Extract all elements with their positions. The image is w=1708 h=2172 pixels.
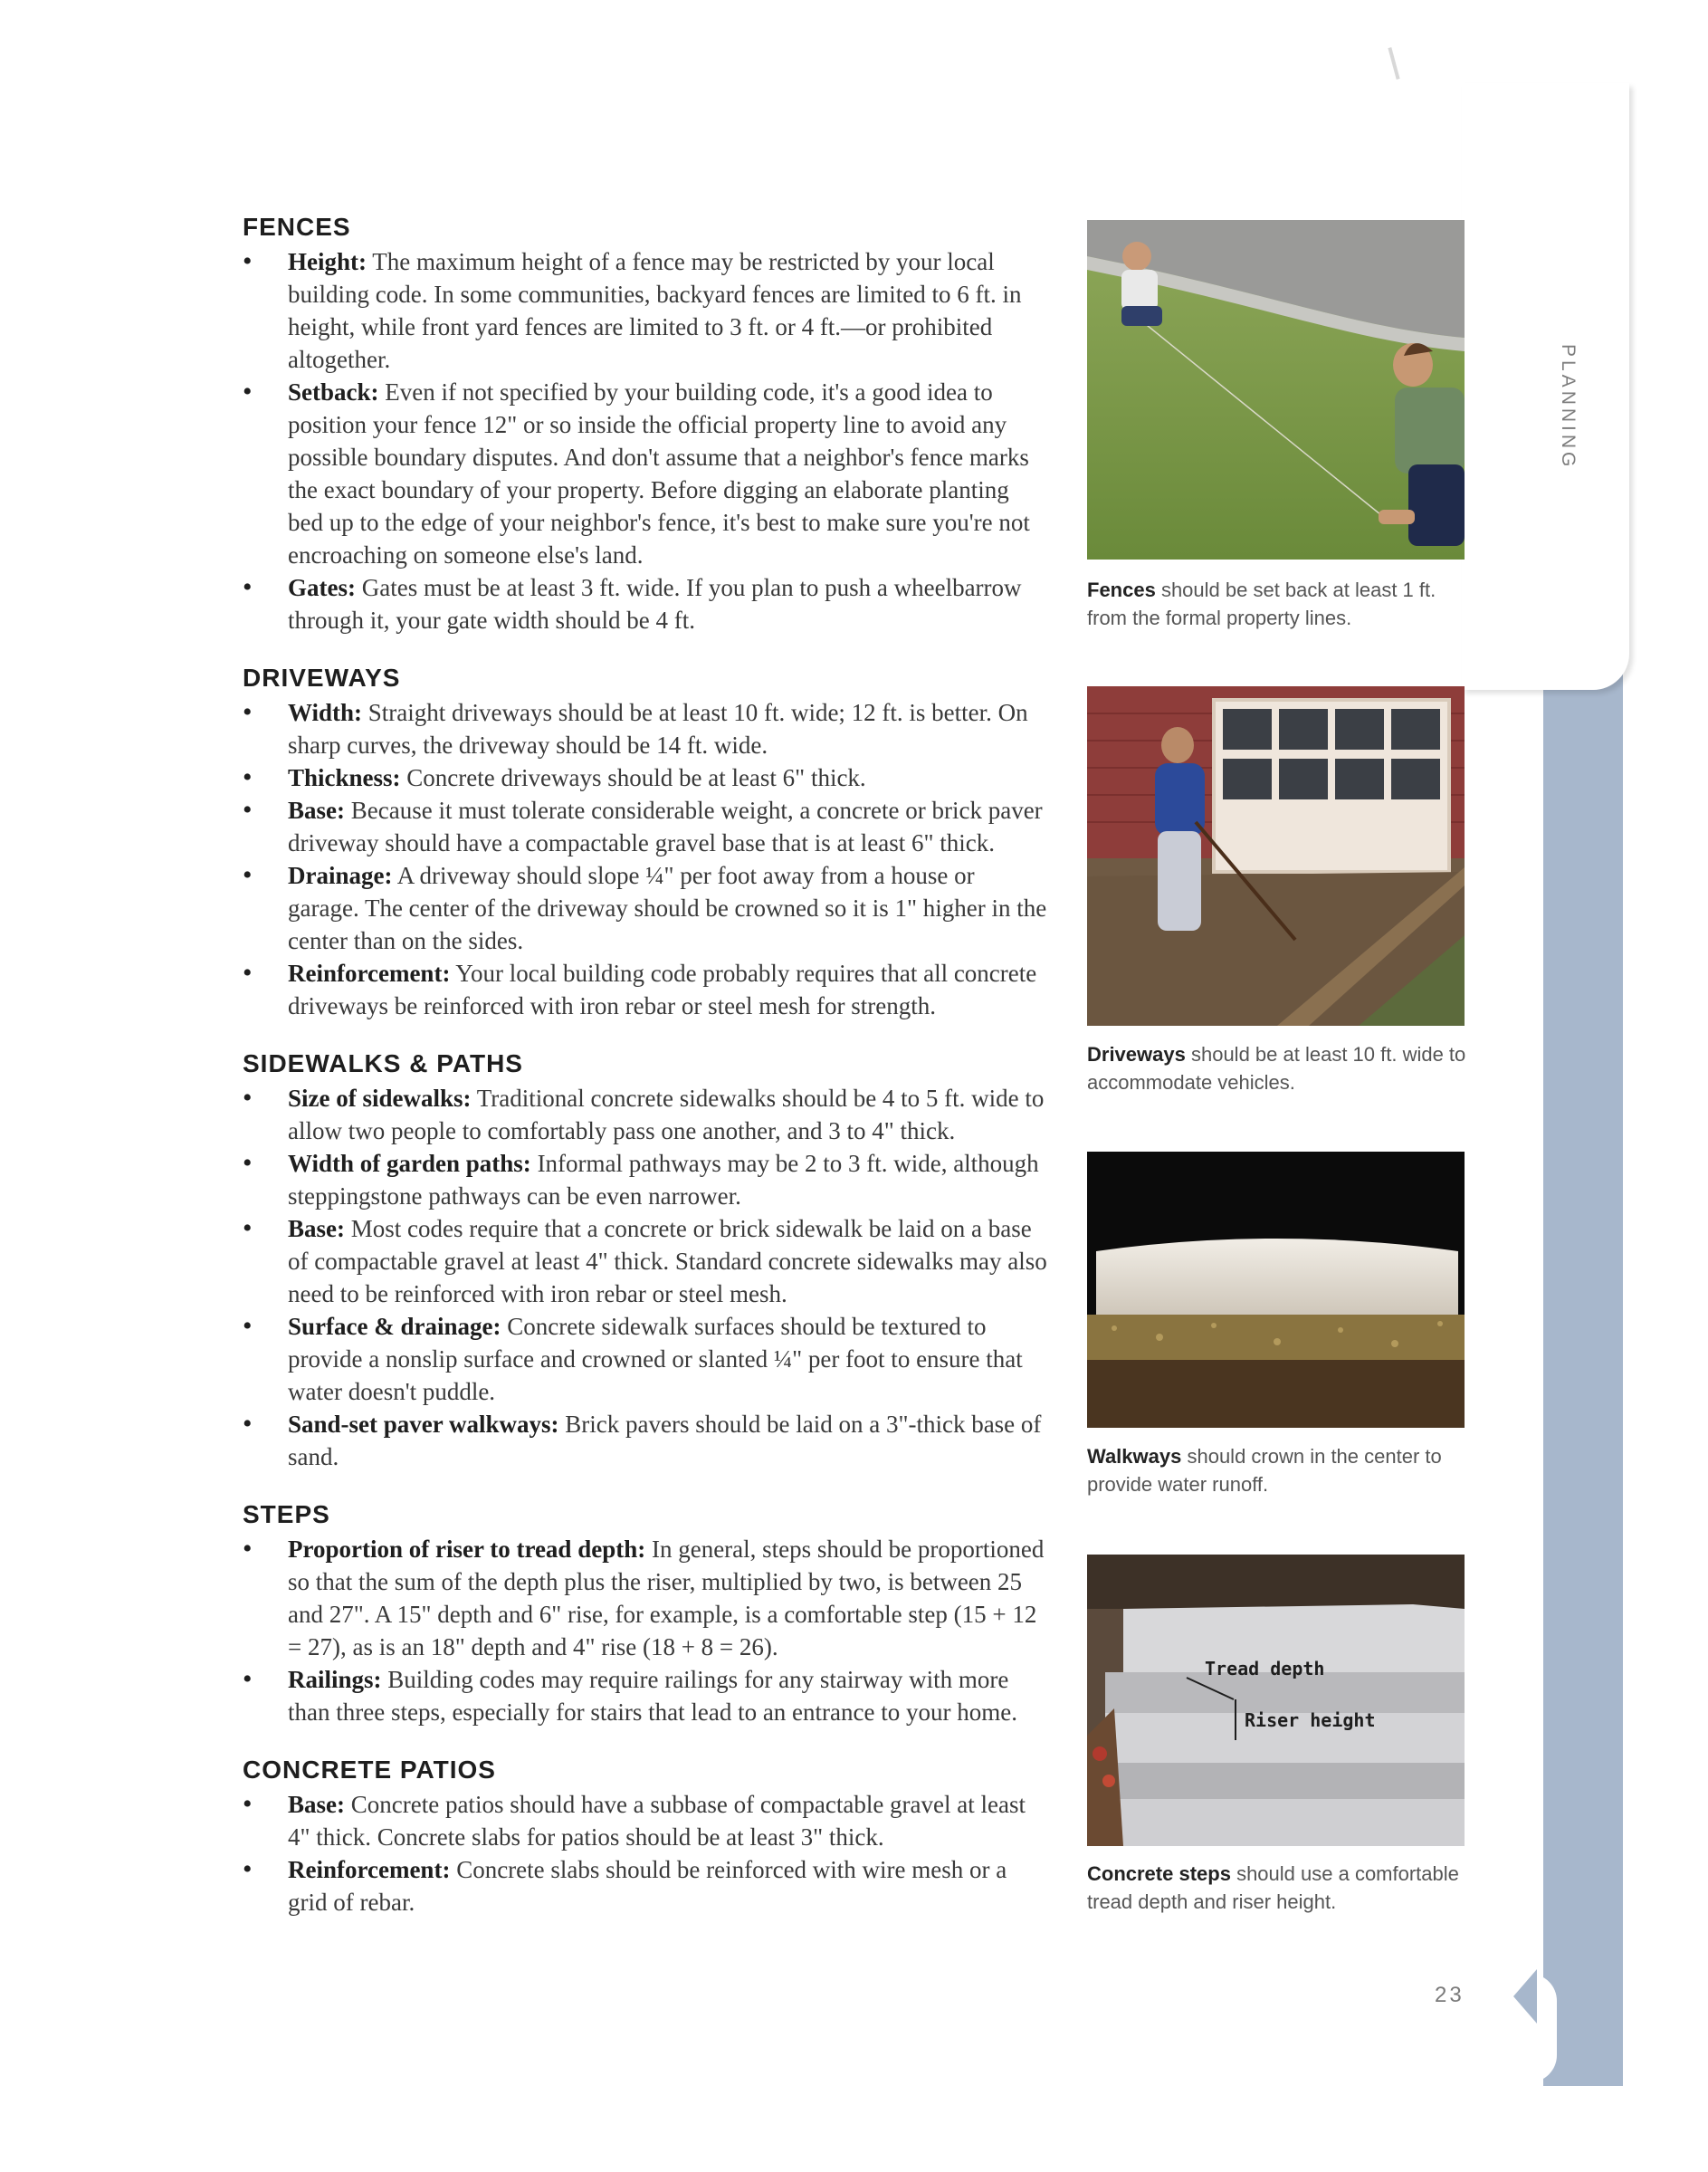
section-driveways — [243, 664, 1048, 1022]
steps-photo-caption — [1087, 1860, 1467, 1916]
fence-photo-image — [1087, 220, 1465, 560]
list-item — [243, 245, 1048, 376]
item-term: Width of garden paths: — [288, 1150, 531, 1177]
section-heading: FENCES — [243, 213, 351, 241]
fence-photo-caption — [1087, 576, 1467, 632]
driveway-photo-caption — [1087, 1040, 1467, 1096]
item-text: In general, steps should be proportioned so that the sum of the depth plus the riser, multiplied by two, is between 25 and 27". A 15" depth and 6" rise, for example, is a comfortable step (15 + 12 = 27), as is an 18" depth and 4" rise (18 + 8 = 26). — [288, 1536, 1045, 1660]
section-concrete-patios — [243, 1756, 1048, 1918]
walkway-photo — [1087, 1152, 1465, 1428]
bullet-list — [243, 696, 1048, 1022]
list-item — [243, 571, 1048, 636]
bullet-list — [243, 1082, 1048, 1473]
list-item — [243, 1082, 1048, 1147]
item-term: Drainage: — [288, 862, 393, 889]
list-item — [243, 794, 1048, 859]
item-text: Concrete patios should have a subbase of compactable gravel at least 4" thick. Concrete slabs for patios should be at least 3" thick. — [288, 1791, 1026, 1851]
caption-term: Walkways — [1087, 1445, 1182, 1468]
item-text: Because it must tolerate considerable weight, a concrete or brick paver driveway should have a compactable gravel base that is at least 6" thick. — [288, 797, 1043, 856]
bullet-list — [243, 1533, 1048, 1728]
item-term: Surface & drainage: — [288, 1313, 501, 1340]
caption-term: Driveways — [1087, 1043, 1186, 1066]
bullet-list — [243, 245, 1048, 636]
list-item — [243, 1408, 1048, 1473]
item-term: Size of sidewalks: — [288, 1085, 472, 1112]
list-item — [243, 859, 1048, 957]
item-term: Reinforcement: — [288, 1856, 451, 1883]
walkway-photo-caption — [1087, 1442, 1467, 1498]
item-text: Informal pathways may be 2 to 3 ft. wide, although steppingstone pathways can be even narrower. — [288, 1150, 1039, 1210]
item-text: Concrete sidewalk surfaces should be textured to provide a nonslip surface and crowned or slanted ¼" per foot to ensure that water doesn't puddle. — [288, 1313, 1023, 1405]
driveway-photo — [1087, 686, 1465, 1026]
section-heading: SIDEWALKS & PATHS — [243, 1049, 523, 1077]
item-text: Concrete driveways should be at least 6" thick. — [406, 764, 866, 791]
item-text: Concrete slabs should be reinforced with wire mesh or a grid of rebar. — [288, 1856, 1007, 1916]
item-term: Width: — [288, 699, 363, 726]
section-tab-label: PLANNING — [1558, 344, 1579, 471]
caption-text: should be at least 10 ft. wide to accommodate vehicles. — [1087, 1043, 1466, 1094]
item-term: Thickness: — [288, 764, 401, 791]
section-heading: CONCRETE PATIOS — [243, 1756, 496, 1784]
page-number: 23 — [1435, 1983, 1465, 2007]
list-item — [243, 1310, 1048, 1408]
main-text-column — [243, 213, 1048, 1946]
tab-notch — [1513, 1969, 1537, 2024]
list-item — [243, 761, 1048, 794]
item-term: Base: — [288, 1215, 345, 1242]
section-heading: DRIVEWAYS — [243, 664, 401, 692]
fence-photo — [1087, 220, 1465, 560]
item-text: Most codes require that a concrete or brick sidewalk be laid on a base of compactable gravel at least 4" thick. Standard concrete sidewalks may also need to be reinforced with iron rebar or steel mesh. — [288, 1215, 1047, 1307]
caption-term: Fences — [1087, 579, 1156, 601]
list-item — [243, 1533, 1048, 1663]
list-item — [243, 1663, 1048, 1728]
section-sidewalks-paths — [243, 1049, 1048, 1473]
item-term: Proportion of riser to tread depth: — [288, 1536, 646, 1563]
item-term: Sand-set paver walkways: — [288, 1411, 559, 1438]
item-term: Base: — [288, 797, 345, 824]
section-heading: STEPS — [243, 1500, 330, 1528]
caption-text: should use a comfortable tread depth and riser height. — [1087, 1862, 1459, 1913]
steps-photo — [1087, 1555, 1465, 1846]
tread-depth-label: Tread depth — [1205, 1658, 1325, 1679]
item-text: A driveway should slope ¼" per foot away from a house or garage. The center of the driveway should be crowned so it is 1" higher in the center than on the sides. — [288, 862, 1047, 954]
item-text: Straight driveways should be at least 10 ft. wide; 12 ft. is better. On sharp curves, the driveway should be 14 ft. wide. — [288, 699, 1028, 759]
list-item — [243, 376, 1048, 571]
list-item — [243, 1788, 1048, 1853]
item-text: Building codes may require railings for any stairway with more than three steps, especially for stairs that lead to an entrance to your home. — [288, 1666, 1017, 1726]
item-text: The maximum height of a fence may be restricted by your local building code. In some communities, backyard fences are limited to 6 ft. in height, while front yard fences are limited to 3 ft. or 4 ft.—or prohibited altogether. — [288, 248, 1022, 373]
item-term: Base: — [288, 1791, 345, 1818]
caption-text: should crown in the center to provide water runoff. — [1087, 1445, 1442, 1496]
section-fences — [243, 213, 1048, 636]
steps-photo-image — [1087, 1555, 1465, 1846]
walkway-photo-image — [1087, 1152, 1465, 1428]
list-item — [243, 1853, 1048, 1918]
item-text: Traditional concrete sidewalks should be 4 to 5 ft. wide to allow two people to comfortably pass one another, and 3 to 4" thick. — [288, 1085, 1045, 1144]
caption-term: Concrete steps — [1087, 1862, 1231, 1885]
item-term: Railings: — [288, 1666, 382, 1693]
list-item — [243, 957, 1048, 1022]
item-text: Your local building code probably requires that all concrete driveways be reinforced with iron rebar or steel mesh for strength. — [288, 960, 1037, 1019]
item-term: Gates: — [288, 574, 356, 601]
item-text: Brick pavers should be laid on a 3"-thick base of sand. — [288, 1411, 1042, 1470]
riser-height-label: Riser height — [1245, 1709, 1376, 1731]
driveway-photo-image — [1087, 686, 1465, 1026]
section-steps — [243, 1500, 1048, 1728]
paper-mark — [1388, 47, 1399, 80]
caption-text: should be set back at least 1 ft. from the formal property lines. — [1087, 579, 1436, 629]
item-text: Gates must be at least 3 ft. wide. If you plan to push a wheelbarrow through it, your gate width should be 4 ft. — [288, 574, 1022, 634]
item-term: Height: — [288, 248, 367, 275]
item-text: Even if not specified by your building code, it's a good idea to position your fence 12" or so inside the official property line to avoid any possible boundary disputes. And don't assume that a neighbor's fence marks the exact boundary of your property. Before digging an elaborate planting bed up to the edge of your neighbor's fence, it's best to make sure you're not encroaching on someone else's land. — [288, 378, 1030, 569]
list-item — [243, 696, 1048, 761]
list-item — [243, 1147, 1048, 1212]
bullet-list — [243, 1788, 1048, 1918]
list-item — [243, 1212, 1048, 1310]
item-term: Reinforcement: — [288, 960, 451, 987]
item-term: Setback: — [288, 378, 379, 406]
